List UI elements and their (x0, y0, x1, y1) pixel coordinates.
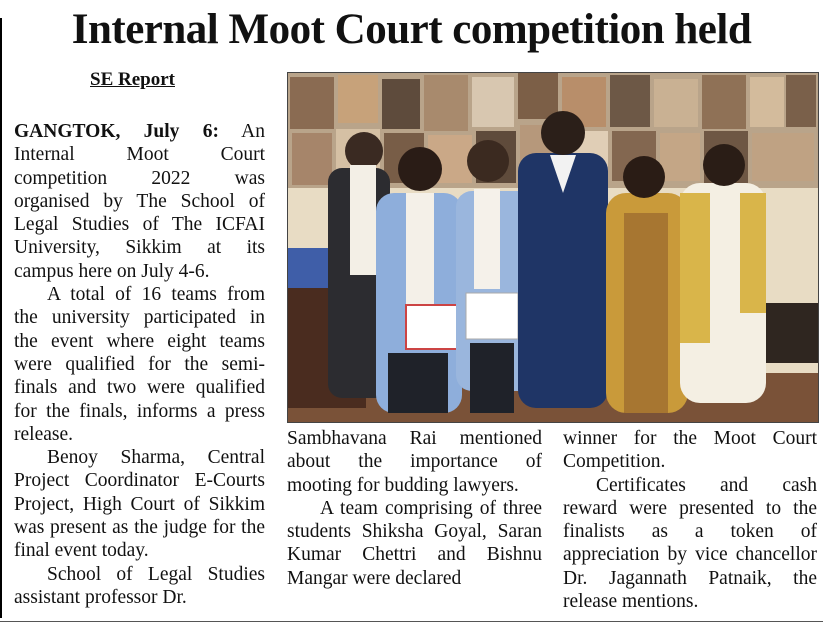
byline: SE Report (90, 69, 175, 90)
article-column-2 (287, 427, 542, 590)
article-paragraph: School of Legal Studies assistant professor Dr. (14, 563, 265, 608)
article-paragraph: A team comprising of three students Shiksha Goyal, Saran Kumar Chettri and Bishnu Mangar were declared (287, 497, 542, 589)
article-paragraph: A total of 16 teams from the university participated in the event where eight teams were qualified for the semi-finals and two were qualified for the finals, informs a press release. (14, 284, 265, 445)
article-paragraph: Certificates and cash reward were presented to the finalists as a token of appreciation by vice chancellor Dr. Jagannath Patnaik, the release mentions. (563, 474, 817, 613)
person-silhouette (606, 156, 688, 413)
headline: Internal Moot Court competition held (71, 6, 752, 53)
article-paragraph: Sambhavana Rai mentioned about the importance of mooting for budding lawyers. (287, 428, 542, 496)
column-rule (0, 18, 2, 618)
photo-illustration (288, 73, 818, 422)
article-paragraph: winner for the Moot Court Competition. (563, 428, 817, 473)
news-photo (287, 72, 819, 423)
paragraph-text: An Internal Moot Court competition 2022 was organised by The School of Legal Studies of The ICFAI University, Sikkim at its campus here on July 4-6. (14, 121, 265, 282)
article-column-3 (563, 427, 817, 613)
person-silhouette (518, 111, 608, 408)
dateline: GANGTOK, July 6: (14, 121, 219, 142)
article-paragraph (14, 120, 265, 283)
article-paragraph: Benoy Sharma, Central Project Coordinator E-Courts Project, High Court of Sikkim was present as the judge for the final event today. (14, 447, 265, 562)
bottom-rule (0, 621, 823, 622)
article-column-1 (14, 120, 265, 609)
